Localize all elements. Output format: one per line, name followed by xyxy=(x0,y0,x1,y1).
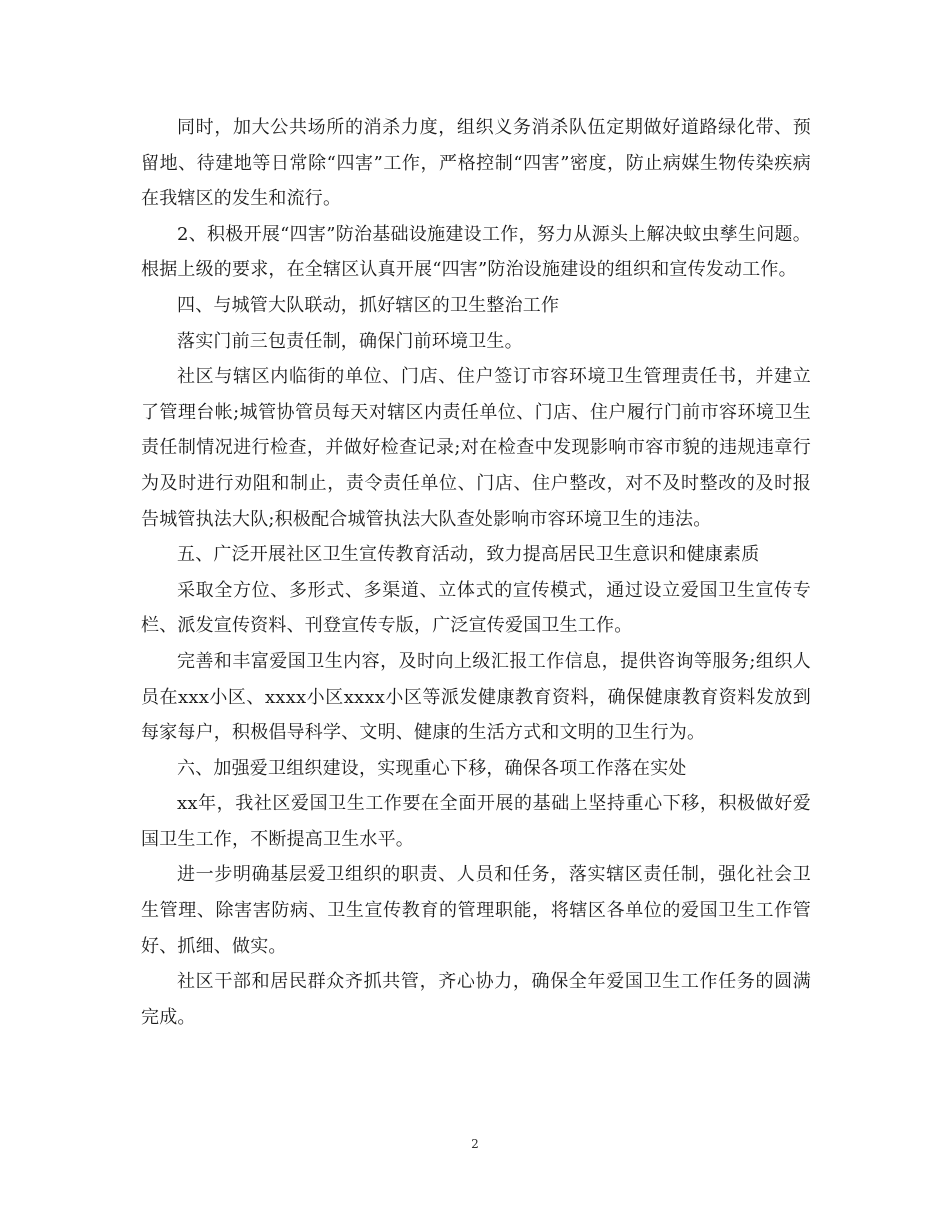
paragraph: 社区干部和居民群众齐抓共管，齐心协力，确保全年爱国卫生工作任务的圆满完成。 xyxy=(141,971,811,1028)
section-heading: 六、加强爱卫组织建设，实现重心下移，确保各项工作落在实处 xyxy=(177,757,687,779)
paragraph: xx年，我社区爱国卫生工作要在全面开展的基础上坚持重心下移，积极做好爱国卫生工作，不断提高卫生水平。 xyxy=(141,793,811,850)
paragraph: 社区与辖区内临街的单位、门店、住户签订市容环境卫生管理责任书，并建立了管理台帐;城管协管员每天对辖区内责任单位、门店、住户履行门前市容环境卫生责任制情况进行检查，并做好检查记录;对在检查中发现影响市容市貌的违规违章行为及时进行劝阻和制止，责令责任单位、门店、住户整改，对不及时整改的及时报告城管执法大队;积极配合城管执法大队查处影响市容环境卫生的违法。 xyxy=(141,366,811,530)
paragraph: 采取全方位、多形式、多渠道、立体式的宣传模式，通过设立爱国卫生宣传专栏、派发宣传资料、刊登宣传专版，广泛宣传爱国卫生工作。 xyxy=(141,579,811,637)
paragraph: 同时，加大公共场所的消杀力度，组织义务消杀队伍定期做好道路绿化带、预留地、待建地等日常除“四害”工作，严格控制“四害”密度，防止病媒生物传染疾病在我辖区的发生和流行。 xyxy=(141,117,811,210)
paragraph: 进一步明确基层爱卫组织的职责、人员和任务，落实辖区责任制，强化社会卫生管理、除害害防病、卫生宣传教育的管理职能，将辖区各单位的爱国卫生工作管好、抓细、做实。 xyxy=(141,864,811,957)
paragraph: 落实门前三包责任制，确保门前环境卫生。 xyxy=(177,330,523,352)
paragraph: 完善和丰富爱国卫生内容，及时向上级汇报工作信息，提供咨询等服务;组织人员在xxx小区、xxxx小区xxxx小区等派发健康教育资料，确保健康教育资料发放到每家每户，积极倡导科学、文明、健康的生活方式和文明的卫生行为。 xyxy=(141,650,811,744)
section-heading: 五、广泛开展社区卫生宣传教育活动，致力提高居民卫生意识和健康素质 xyxy=(177,544,760,566)
section-heading: 四、与城管大队联动，抓好辖区的卫生整治工作 xyxy=(177,294,560,316)
document-body xyxy=(141,110,811,1035)
paragraph: 2、积极开展“四害”防治基础设施建设工作，努力从源头上解决蚊虫孳生问题。根据上级的要求，在全辖区认真开展“四害”防治设施建设的组织和宣传发动工作。 xyxy=(141,223,811,281)
page-number: 2 xyxy=(471,1137,479,1151)
